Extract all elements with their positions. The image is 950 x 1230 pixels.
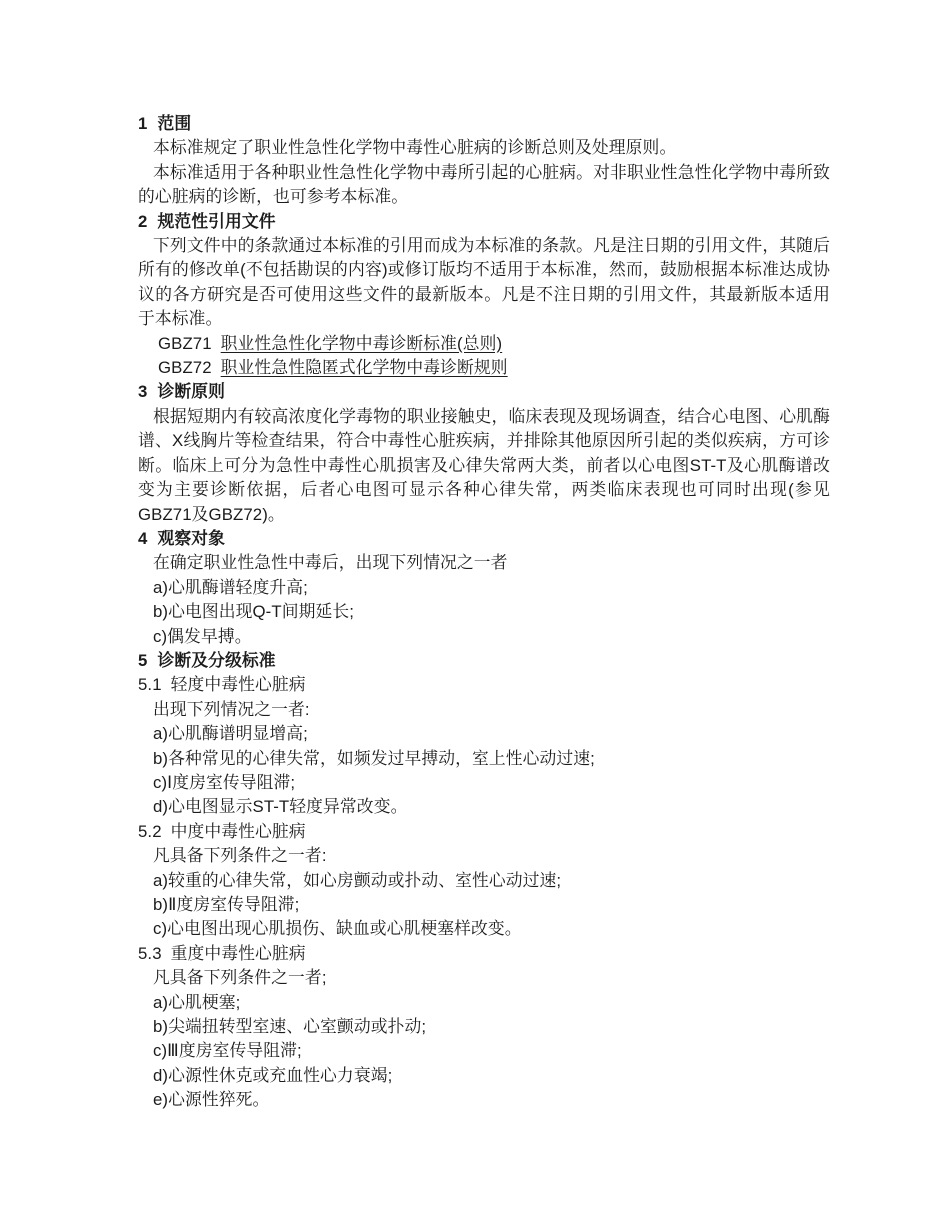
list-item: b)尖端扭转型室速、心室颤动或扑动; [153,1017,427,1037]
paragraph: 下列文件中的条款通过本标准的引用而成为本标准的条款。凡是注日期的引用文件，其随后所有的修改单(不包括勘误的内容)或修订版均不适用于本标准，然而，鼓励根据本标准达成协议的各方研究是否可使用这些文件的最新版本。凡是不注日期的引用文件，其最新版本适用于本标准。 [138,236,830,329]
section-title: 轻度中毒性心脏病 [170,675,306,695]
paragraph: 凡具备下列条件之一者; [153,968,327,988]
section-number: 4 [138,528,148,548]
section-heading [138,112,830,136]
list-item: a)心肌酶谱轻度升高; [153,577,308,597]
section-heading [138,527,830,551]
list-item: c)偶发早搏。 [153,626,252,646]
list-item: a)心肌梗塞; [153,992,241,1012]
section-number: 1 [138,114,148,133]
section-number: 5.2 [138,821,162,841]
section-title: 观察对象 [157,528,225,548]
reference-link[interactable]: 职业性急性化学物中毒诊断标准(总则) [220,333,503,353]
subsection-heading [138,673,830,697]
paragraph: 本标准适用于各种职业性急性化学物中毒所引起的心脏病。对非职业性急性化学物中毒所致的心脏病的诊断，也可参考本标准。 [138,162,830,207]
list-item: d)心电图显示ST-T轻度异常改变。 [153,797,408,817]
list-item: c)心电图出现心肌损伤、缺血或心肌梗塞样改变。 [153,919,522,939]
reference-code: GBZ72 [158,358,212,378]
reference-line [158,356,830,380]
section-title: 诊断原则 [157,382,225,402]
list-item: c)Ⅰ度房室传导阻滞; [153,772,296,792]
section-title: 规范性引用文件 [157,211,276,231]
list-item: c)Ⅲ度房室传导阻滞; [153,1041,302,1061]
document-body [138,112,830,1113]
reference-code: GBZ71 [158,333,212,353]
paragraph: 本标准规定了职业性急性化学物中毒性心脏病的诊断总则及处理原则。 [153,138,677,158]
subsection-heading [138,942,830,966]
reference-line [158,332,830,356]
subsection-heading [138,820,830,844]
section-title: 重度中毒性心脏病 [170,943,306,963]
reference-link[interactable]: 职业性急性隐匿式化学物中毒诊断规则 [220,358,508,378]
list-item: e)心源性猝死。 [153,1090,270,1110]
section-number: 3 [138,382,148,402]
list-item: a)较重的心律失常，如心房颤动或扑动、室性心动过速; [153,870,562,890]
section-number: 5.3 [138,943,162,963]
list-item: b)Ⅱ度房室传导阻滞; [153,895,300,914]
section-number: 5 [138,650,148,670]
list-item: d)心源性休克或充血性心力衰竭; [153,1065,393,1085]
paragraph: 凡具备下列条件之一者: [153,846,327,866]
list-item: b)各种常见的心律失常，如频发过早搏动，室上性心动过速; [153,748,595,768]
paragraph: 出现下列情况之一者: [153,699,310,719]
section-heading [138,210,830,234]
paragraph: 在确定职业性急性中毒后，出现下列情况之一者 [153,553,508,573]
section-heading [138,649,830,673]
section-heading [138,380,830,404]
section-title: 范围 [157,114,192,133]
list-item: a)心肌酶谱明显增高; [153,724,308,744]
section-number: 2 [138,211,148,231]
section-number: 5.1 [138,675,162,695]
list-item: b)心电图出现Q-T间期延长; [153,602,355,622]
section-title: 诊断及分级标准 [157,650,276,670]
section-title: 中度中毒性心脏病 [170,821,306,841]
paragraph: 根据短期内有较高浓度化学毒物的职业接触史，临床表现及现场调查，结合心电图、心肌酶谱、X线胸片等检查结果，符合中毒性心脏疾病，并排除其他原因所引起的类似疾病，方可诊断。临床上可分为急性中毒性心肌损害及心律失常两大类，前者以心电图ST-T及心肌酶谱改变为主要诊断依据，后者心电图可显示各种心律失常，两类临床表现也可同时出现(参见GBZ71及GBZ72)。 [138,406,830,524]
